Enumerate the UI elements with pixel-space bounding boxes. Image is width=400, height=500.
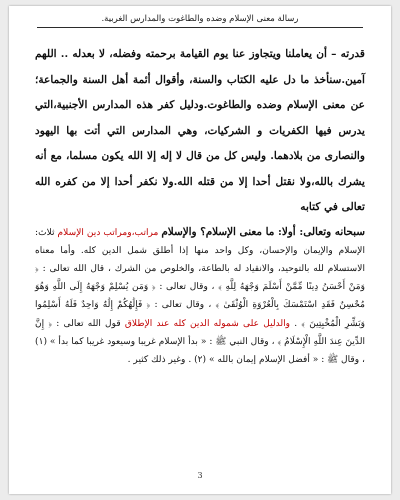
document-page: [9, 6, 391, 494]
paragraph-text: قول الله تعالى : ﴿ إِنَّ الدِّينَ عِندَ اللَّهِ الْإِسْلَامُ ﴾ ، وقال النبي ﷺ : « بدأ الإسلام غريبا وسيعود غريبا كما بدأ » (١) ، وقال ﷺ : « أفضل الإسلام إيمان بالله » (٢) . وغير ذلك كثير .: [35, 318, 365, 365]
page-number: 3: [197, 471, 203, 480]
running-header: رسالة معنى الإسلام وضده والطاغوت والمدارس الغربية.: [37, 14, 363, 28]
paragraph-text: ثلاث: الإسلام والإيمان والإحسان، وكل واحد منها إذا أطلق شمل الدين كله. وأما معناه الاستسلام لله بالتوحيد، والانقياد له بالطاعة، والخلوص من الشرك ، قال الله تعالى : ﴿ وَمَنْ أَحْسَنُ دِينًا مِّمَّنْ أَسْلَمَ وَجْهَهُ لِلَّهِ ﴾ ، وقال تعالى : ﴿ وَمَن يُسْلِمْ وَجْهَهُ إِلَى اللَّهِ وَهُوَ مُحْسِنٌ فَقَدِ اسْتَمْسَكَ بِالْعُرْوَةِ الْوُثْقَىٰ ﴾ ، وقال تعالى : ﴿ فَإِلَٰهُكُمْ إِلَٰهٌ وَاحِدٌ فَلَهُ أَسْلِمُوا وَبَشِّرِ الْمُخْبِتِينَ ﴾ .: [35, 227, 365, 329]
section-heading-text: سبحانه وتعالى: أولا: ما معنى الإسلام؟ والإسلام: [161, 225, 365, 238]
body-paragraph-islam-meaning: [35, 223, 365, 370]
body-paragraph: قدرته – أن يعاملنا ويتجاوز عنا يوم القيامة برحمته وفضله، لا بعدله .. اللهم آمين.سنأخذ ما دل عليه الكتاب والسنة، وأقوال أئمة أهل السنة والجماعة؛عن معنى الإسلام وضده والطاغوت.ودليل كفر هذه المدارس الأجنبية،التي يدرس فيها الكفريات و الشركيات، وهي المدارس التي أتت بها اليهود والنصارى من بلادهما. وليس كل من قال لا إله إلا الله يكون مسلما، مع أنه يشرك بالله،ولا نقتل أحدا إلا من قتله الله.ولا نكفر أحدا إلا من كفره الله تعالى في كتابه: [35, 48, 365, 213]
highlighted-phrase: مراتب،ومراتب دين الإسلام: [57, 227, 159, 238]
page-body: [35, 42, 365, 369]
highlighted-phrase: والدليل على شموله الدين كله عند الإطلاق: [124, 318, 291, 329]
